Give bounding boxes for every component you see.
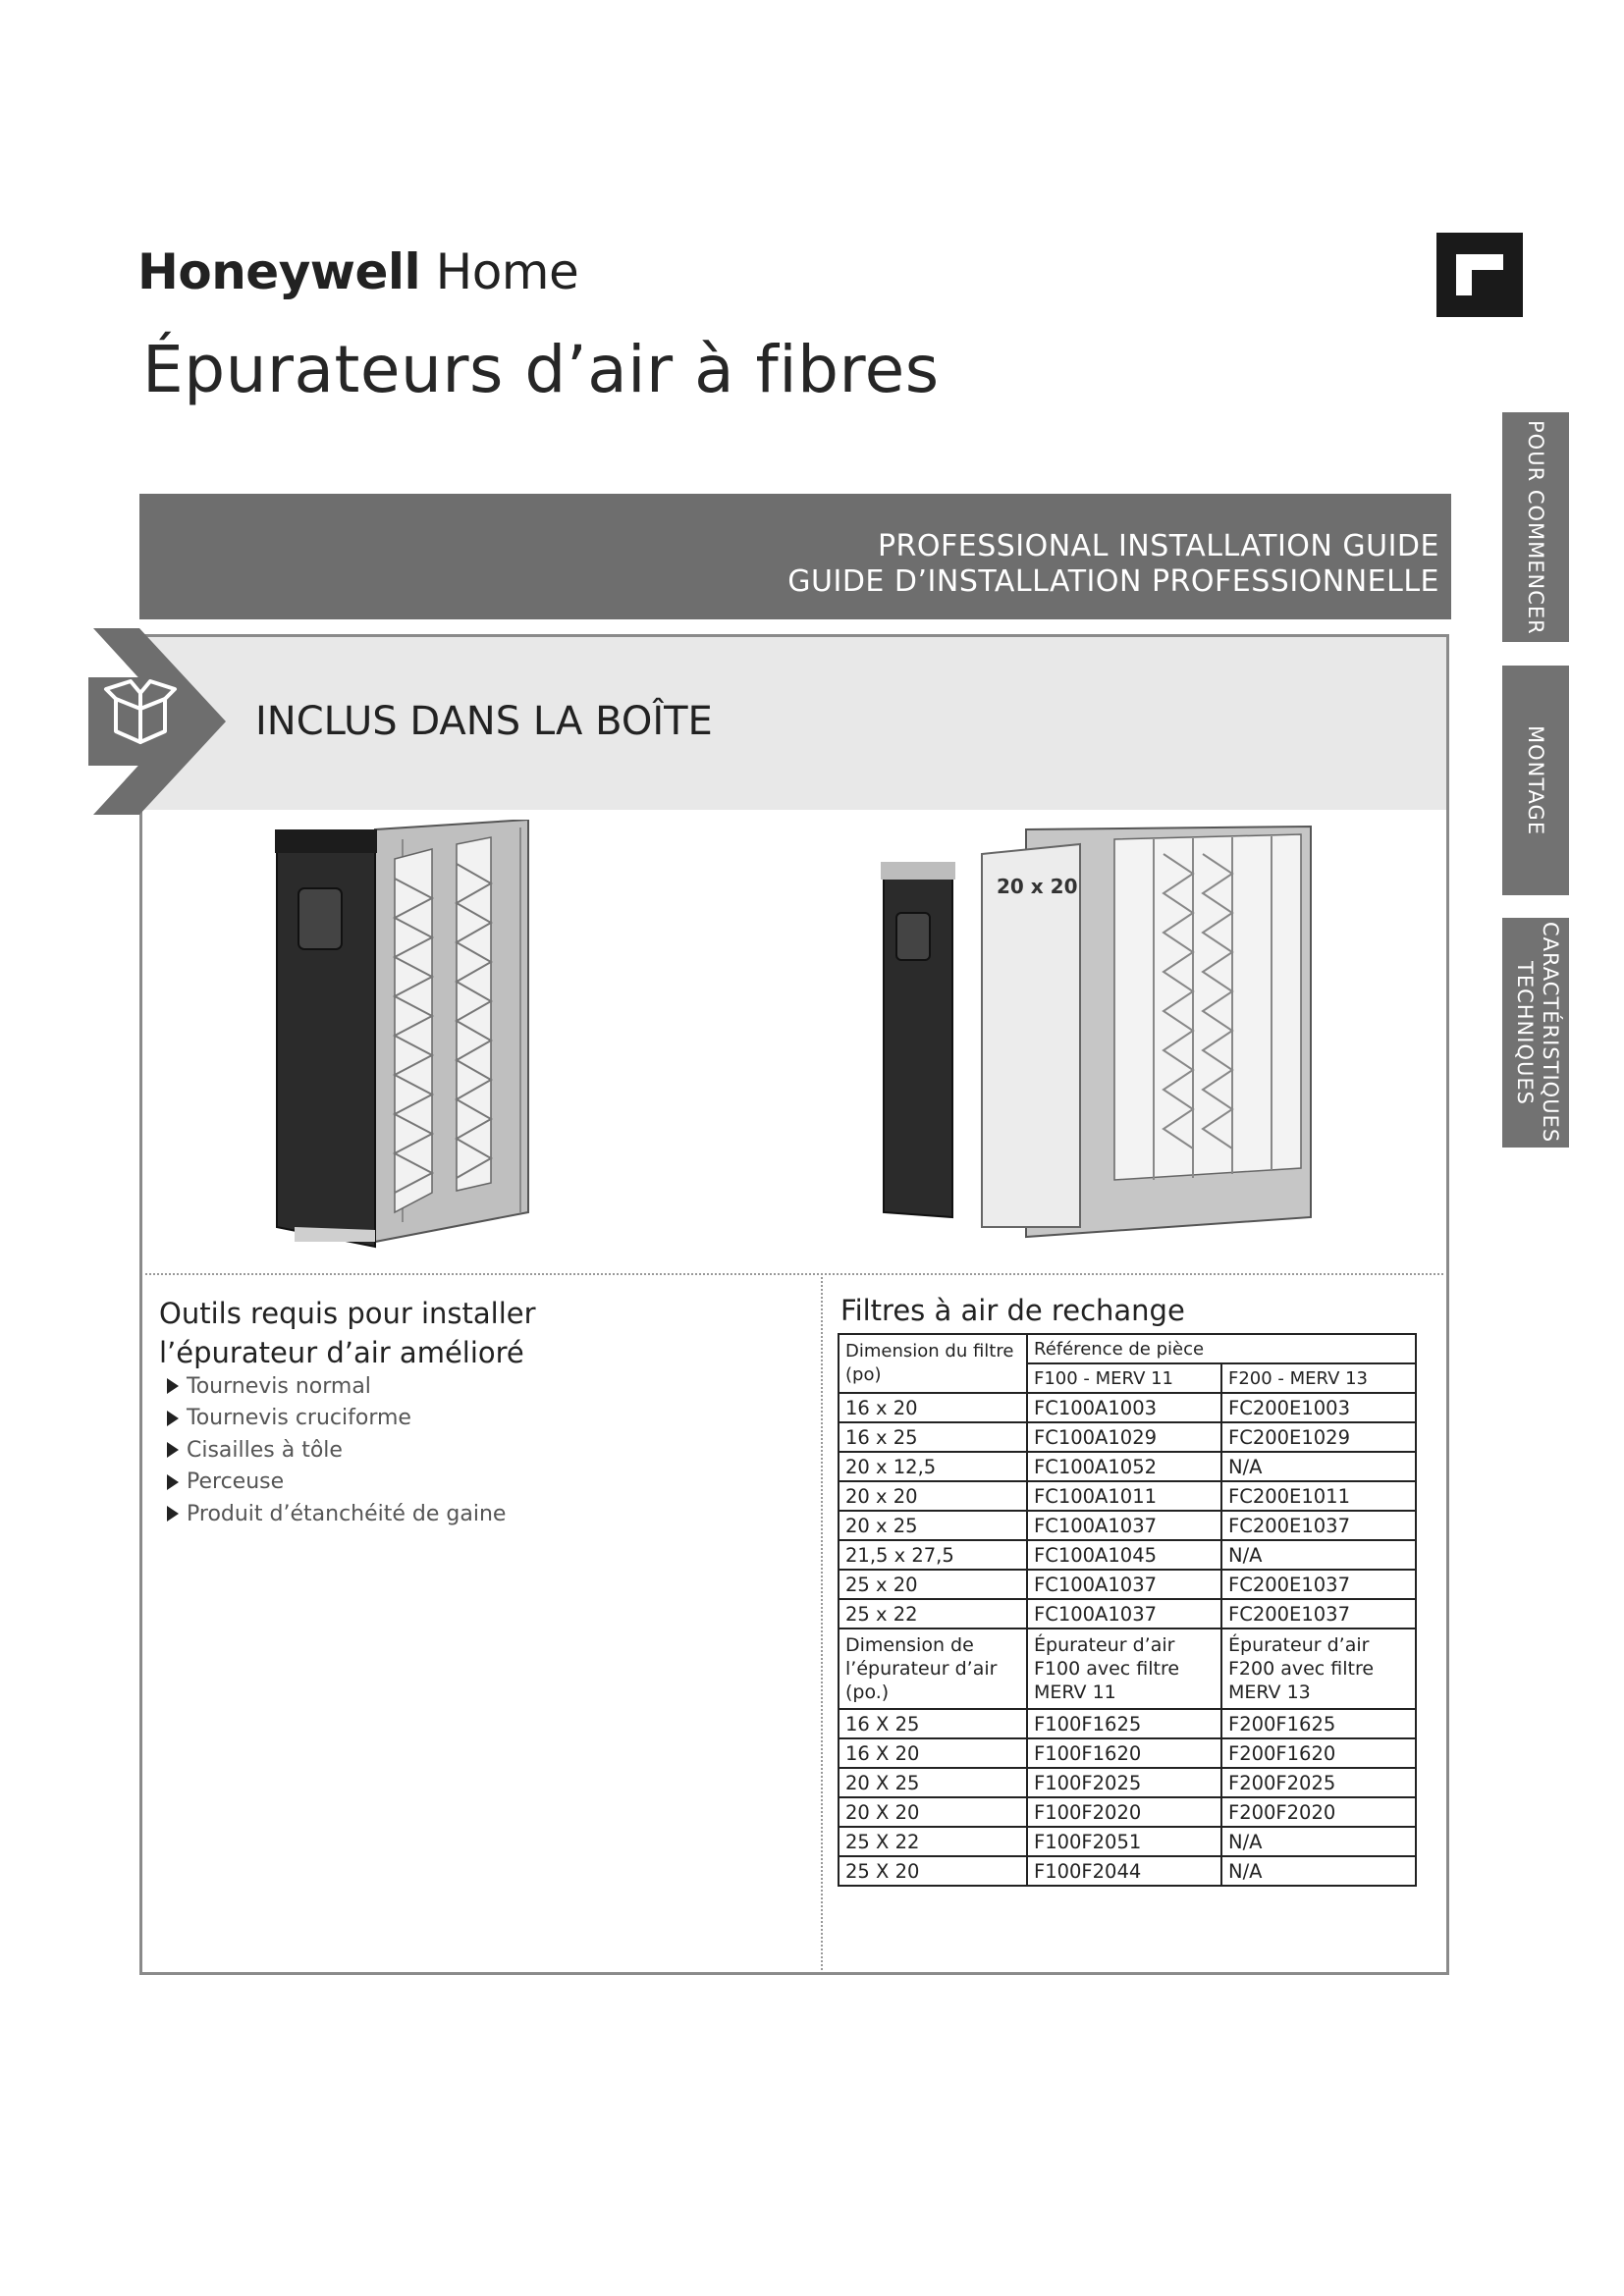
list-item xyxy=(167,1403,506,1435)
table-cell: F100F2025 xyxy=(1027,1768,1221,1797)
list-item xyxy=(167,1467,506,1499)
list-item-label: Perceuse xyxy=(187,1469,285,1495)
table-header-f200: F200 - MERV 13 xyxy=(1221,1363,1416,1393)
filter-size-label: 20 x 20 xyxy=(997,875,1078,898)
table-row xyxy=(839,1452,1416,1481)
list-item-label: Tournevis cruciforme xyxy=(187,1406,411,1431)
banner-line-1: PROFESSIONAL INSTALLATION GUIDE xyxy=(877,529,1439,563)
tools-heading-line1: Outils requis pour installer xyxy=(159,1297,536,1330)
table-row xyxy=(839,1511,1416,1540)
tab-pour-commencer[interactable] xyxy=(1502,412,1569,642)
table-cell: 21,5 x 27,5 xyxy=(839,1540,1027,1570)
table-cell: F200F1625 xyxy=(1221,1709,1416,1738)
list-item xyxy=(167,1370,506,1403)
tools-heading-line2: l’épurateur d’air amélioré xyxy=(159,1336,524,1369)
table-row xyxy=(839,1797,1416,1827)
table-cell: N/A xyxy=(1221,1856,1416,1886)
table-cell: 25 X 22 xyxy=(839,1827,1027,1856)
table-row xyxy=(839,1540,1416,1570)
table-header-dimension: Dimension du filtre (po) xyxy=(839,1334,1027,1393)
table-row xyxy=(839,1827,1416,1856)
table-cell: FC100A1037 xyxy=(1027,1570,1221,1599)
brand-name-light: Home xyxy=(435,243,579,300)
list-item xyxy=(167,1434,506,1467)
table-header-reference: Référence de pièce xyxy=(1027,1334,1416,1363)
brand-logo xyxy=(137,243,578,300)
table-cell: F100F2044 xyxy=(1027,1856,1221,1886)
tab-caracteristiques[interactable] xyxy=(1502,918,1569,1148)
divider-vertical xyxy=(821,1273,823,1970)
included-title: INCLUS DANS LA BOÎTE xyxy=(255,699,713,744)
table-cell: F200F2020 xyxy=(1221,1797,1416,1827)
table-header-purifier-f100: Épurateur d’air F100 avec filtre MERV 11 xyxy=(1027,1629,1221,1709)
tab-label: MONTAGE xyxy=(1524,724,1547,836)
list-item xyxy=(167,1498,506,1530)
table-cell: FC200E1011 xyxy=(1221,1481,1416,1511)
arrow-bullet-icon xyxy=(167,1442,179,1458)
table-cell: FC100A1052 xyxy=(1027,1452,1221,1481)
corner-logo-icon xyxy=(1436,233,1523,317)
table-cell: FC100A1037 xyxy=(1027,1511,1221,1540)
table-cell: 16 X 20 xyxy=(839,1738,1027,1768)
divider-horizontal xyxy=(145,1273,1443,1275)
table-header-purifier-dimension: Dimension de l’épurateur d’air (po.) xyxy=(839,1629,1027,1709)
table-cell: 20 X 25 xyxy=(839,1768,1027,1797)
tools-list xyxy=(167,1370,506,1530)
product-image-cabinet xyxy=(265,820,540,1252)
table-cell: FC200E1029 xyxy=(1221,1422,1416,1452)
banner-line-2: GUIDE D’INSTALLATION PROFESSIONNELLE xyxy=(787,564,1439,599)
table-row xyxy=(839,1393,1416,1422)
table-cell: 25 X 20 xyxy=(839,1856,1027,1886)
table-cell: 16 x 20 xyxy=(839,1393,1027,1422)
table-cell: 25 x 22 xyxy=(839,1599,1027,1629)
table-cell: F100F1620 xyxy=(1027,1738,1221,1768)
table-cell: 25 x 20 xyxy=(839,1570,1027,1599)
table-cell: 20 X 20 xyxy=(839,1797,1027,1827)
table-row xyxy=(839,1768,1416,1797)
product-image-cabinet-with-filter xyxy=(869,815,1350,1247)
filters-heading: Filtres à air de rechange xyxy=(840,1294,1185,1327)
brand-name-bold: Honeywell xyxy=(137,243,421,300)
table-cell: FC200E1037 xyxy=(1221,1511,1416,1540)
arrow-bullet-icon xyxy=(167,1474,179,1490)
table-cell: FC100A1037 xyxy=(1027,1599,1221,1629)
table-row xyxy=(839,1570,1416,1599)
table-cell: N/A xyxy=(1221,1540,1416,1570)
table-cell: FC200E1037 xyxy=(1221,1599,1416,1629)
table-cell: 16 X 25 xyxy=(839,1709,1027,1738)
table-cell: N/A xyxy=(1221,1452,1416,1481)
list-item-label: Tournevis normal xyxy=(187,1373,371,1399)
tab-label: CARACTÉRISTIQUES TECHNIQUES xyxy=(1513,922,1562,1144)
table-cell: F200F2025 xyxy=(1221,1768,1416,1797)
table-cell: FC100A1003 xyxy=(1027,1393,1221,1422)
table-row xyxy=(839,1856,1416,1886)
tab-label: POUR COMMENCER xyxy=(1524,419,1547,635)
table-header-purifier-f200: Épurateur d’air F200 avec filtre MERV 13 xyxy=(1221,1629,1416,1709)
table-cell: F100F2051 xyxy=(1027,1827,1221,1856)
table-cell: FC200E1037 xyxy=(1221,1570,1416,1599)
table-cell: 20 x 20 xyxy=(839,1481,1027,1511)
table-cell: 20 x 12,5 xyxy=(839,1452,1027,1481)
table-cell: F200F1620 xyxy=(1221,1738,1416,1768)
arrow-bullet-icon xyxy=(167,1506,179,1522)
tab-montage[interactable] xyxy=(1502,666,1569,895)
tools-heading xyxy=(159,1294,536,1372)
table-cell: F100F2020 xyxy=(1027,1797,1221,1827)
table-row xyxy=(839,1422,1416,1452)
page-title: Épurateurs d’air à fibres xyxy=(142,332,940,407)
filters-table xyxy=(838,1333,1417,1887)
list-item-label: Cisailles à tôle xyxy=(187,1437,343,1463)
table-cell: FC100A1029 xyxy=(1027,1422,1221,1452)
table-header-f100: F100 - MERV 11 xyxy=(1027,1363,1221,1393)
table-cell: F100F1625 xyxy=(1027,1709,1221,1738)
table-cell: N/A xyxy=(1221,1827,1416,1856)
table-cell: 16 x 25 xyxy=(839,1422,1027,1452)
box-icon xyxy=(96,677,185,766)
table-row xyxy=(839,1709,1416,1738)
list-item-label: Produit d’étanchéité de gaine xyxy=(187,1501,507,1526)
table-cell: FC200E1003 xyxy=(1221,1393,1416,1422)
table-cell: FC100A1011 xyxy=(1027,1481,1221,1511)
arrow-bullet-icon xyxy=(167,1378,179,1394)
table-row xyxy=(839,1481,1416,1511)
table-row xyxy=(839,1599,1416,1629)
table-row xyxy=(839,1738,1416,1768)
table-cell: 20 x 25 xyxy=(839,1511,1027,1540)
arrow-bullet-icon xyxy=(167,1411,179,1426)
guide-banner xyxy=(139,494,1451,619)
table-cell: FC100A1045 xyxy=(1027,1540,1221,1570)
